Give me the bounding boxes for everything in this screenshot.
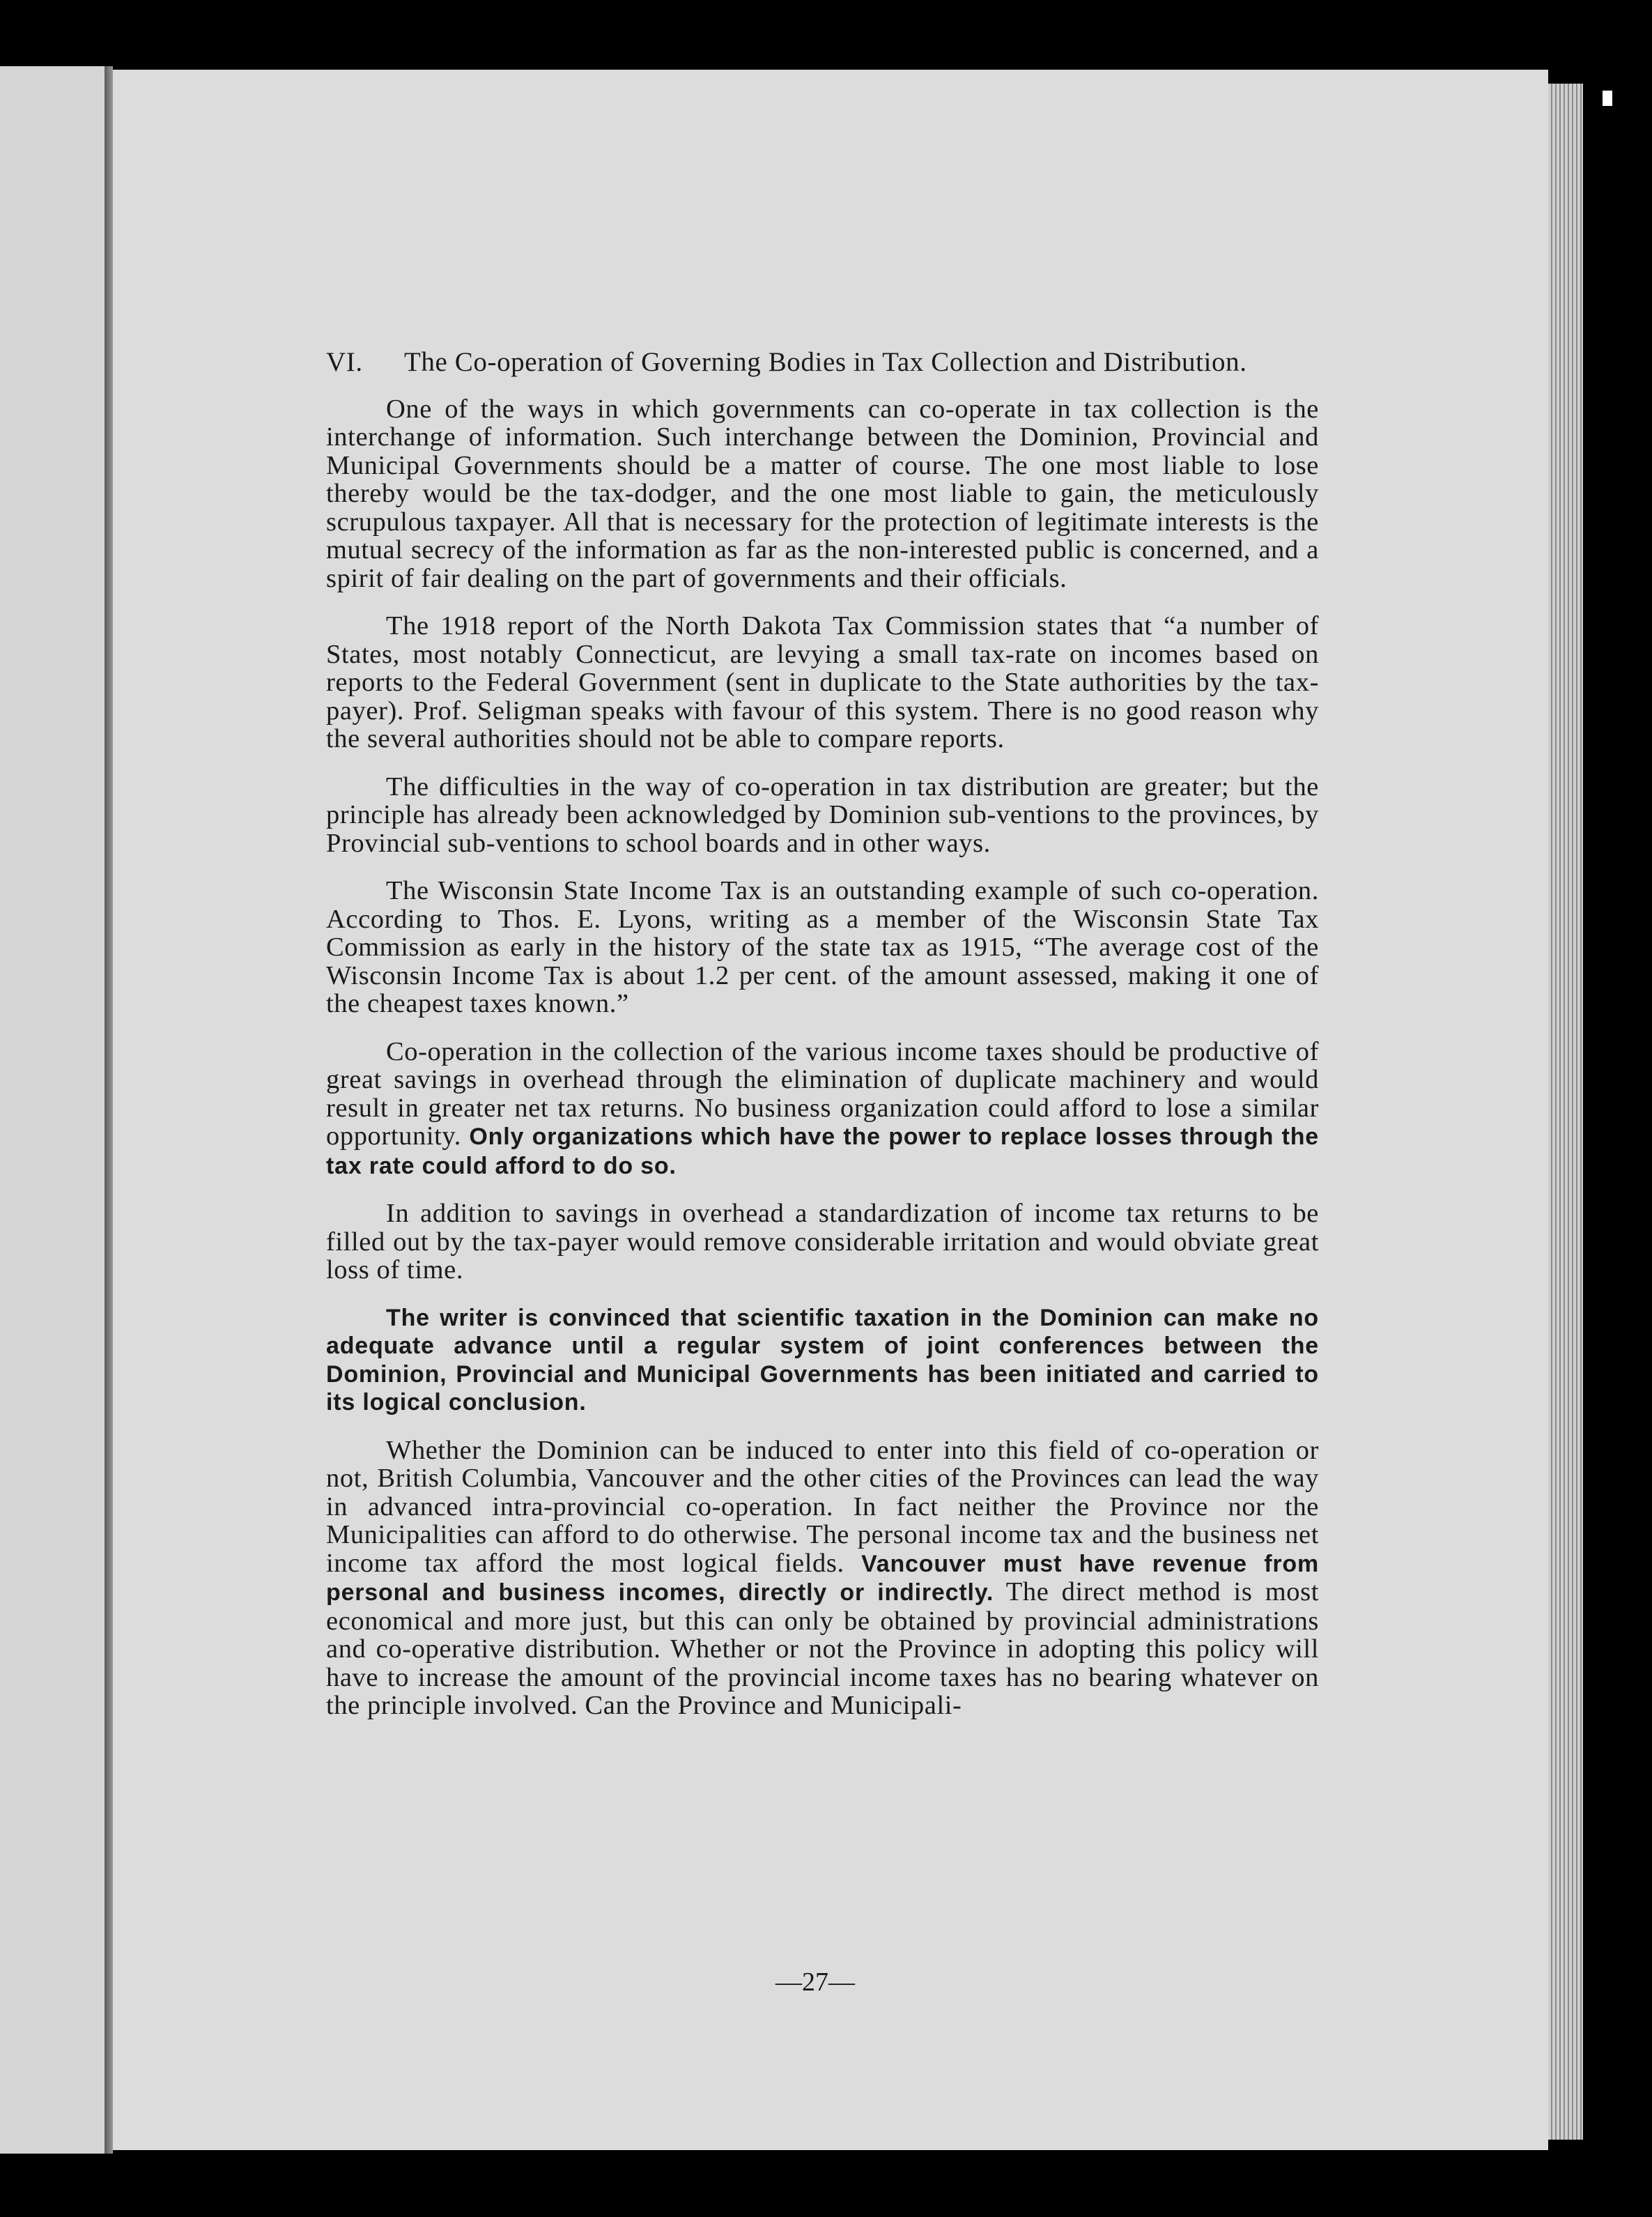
scan-edge-mark	[1603, 91, 1612, 106]
paragraph-8-emphasis: Vancouver must have revenue from personal and business incomes, directly or indirectly.	[326, 1550, 1320, 1606]
facing-page-edge	[0, 66, 105, 2154]
paragraph-5	[326, 1038, 1319, 1181]
paragraph-2: The 1918 report of the North Dakota Tax Commission states that “a number of States, most notably Connecticut, are levying a small tax-rate on incomes based on reports to the Federal Government (sent in duplicate to the State authorities by the tax-payer). Prof. Seligman speaks with favour of this system. There is no good reason why the several authorities should not be able to compare reports.	[326, 611, 1319, 753]
paragraph-8-text-a: Whether the Dominion can be induced to enter into this field of co-operation or not, British Columbia, Vancouver and the other cities of the Provinces can lead the way in advanced intra-provincial co-operation. In fact neither the Province nor the Municipalities can afford to do otherwise. The personal income tax and the business net income tax afford the most logical fields.	[326, 1435, 1319, 1578]
paragraph-6: In addition to savings in overhead a standardization of income tax returns to be filled out by the tax-payer would remove considerable irritation and would obviate great loss of time.	[326, 1199, 1319, 1284]
paragraph-7-emphasis: The writer is convinced that scientific taxation in the Dominion can make no adequate advance until a regular system of joint conferences between the Dominion, Provincial and Municipal Governments has been initiated and carried to its logical conclusion.	[326, 1304, 1319, 1416]
section-number: VI.	[326, 347, 363, 377]
section-heading	[326, 348, 1319, 377]
paragraph-5-emphasis: Only organizations which have the power to replace losses through the tax rate could afford to do so.	[326, 1123, 1319, 1179]
paragraph-1: One of the ways in which governments can co-operate in tax collection is the interchange of information. Such interchange between the Dominion, Provincial and Municipal Governments should be a matter of course. The one most liable to lose thereby would be the tax-dodger, and the one most liable to gain, the meticulously scrupulous taxpayer. All that is necessary for the protection of legitimate interests is the mutual secrecy of the information as far as the non-interested public is concerned, and a spirit of fair dealing on the part of governments and their officials.	[326, 394, 1319, 593]
paragraph-3: The difficulties in the way of co-operation in tax distribution are greater; but the principle has already been acknowledged by Dominion sub-ventions to the provinces, by Provincial sub-ventions to school boards and in other ways.	[326, 772, 1319, 858]
paragraph-5-text: Co-operation in the collection of the various income taxes should be productive of great savings in overhead through the elimination of duplicate machinery and would result in greater net tax returns. No business organization could afford to lose a similar opportunity.	[326, 1036, 1319, 1151]
section-title: The Co-operation of Governing Bodies in Tax Collection and Distribution.	[404, 347, 1247, 377]
body-text	[326, 348, 1319, 1740]
page-number: —27—	[775, 1967, 855, 1997]
paragraph-8-text-b: The direct method is most economical and more just, but this can only be obtained by provincial administrations and co-operative distribution. Whether or not the Province in adopting this policy will have to increase the amount of the provincial income taxes has no bearing whatever on the principle involved. Can the Province and Municipali-	[326, 1577, 1319, 1720]
book-gutter	[105, 66, 113, 2154]
paragraph-4: The Wisconsin State Income Tax is an outstanding example of such co-operation. According to Thos. E. Lyons, writing as a member of the Wisconsin State Tax Commission as early in the history of the state tax as 1915, “The average cost of the Wisconsin Income Tax is about 1.2 per cent. of the amount assessed, making it one of the cheapest taxes known.”	[326, 876, 1319, 1018]
paragraph-8	[326, 1436, 1319, 1720]
page-stack-edge	[1548, 84, 1583, 2140]
